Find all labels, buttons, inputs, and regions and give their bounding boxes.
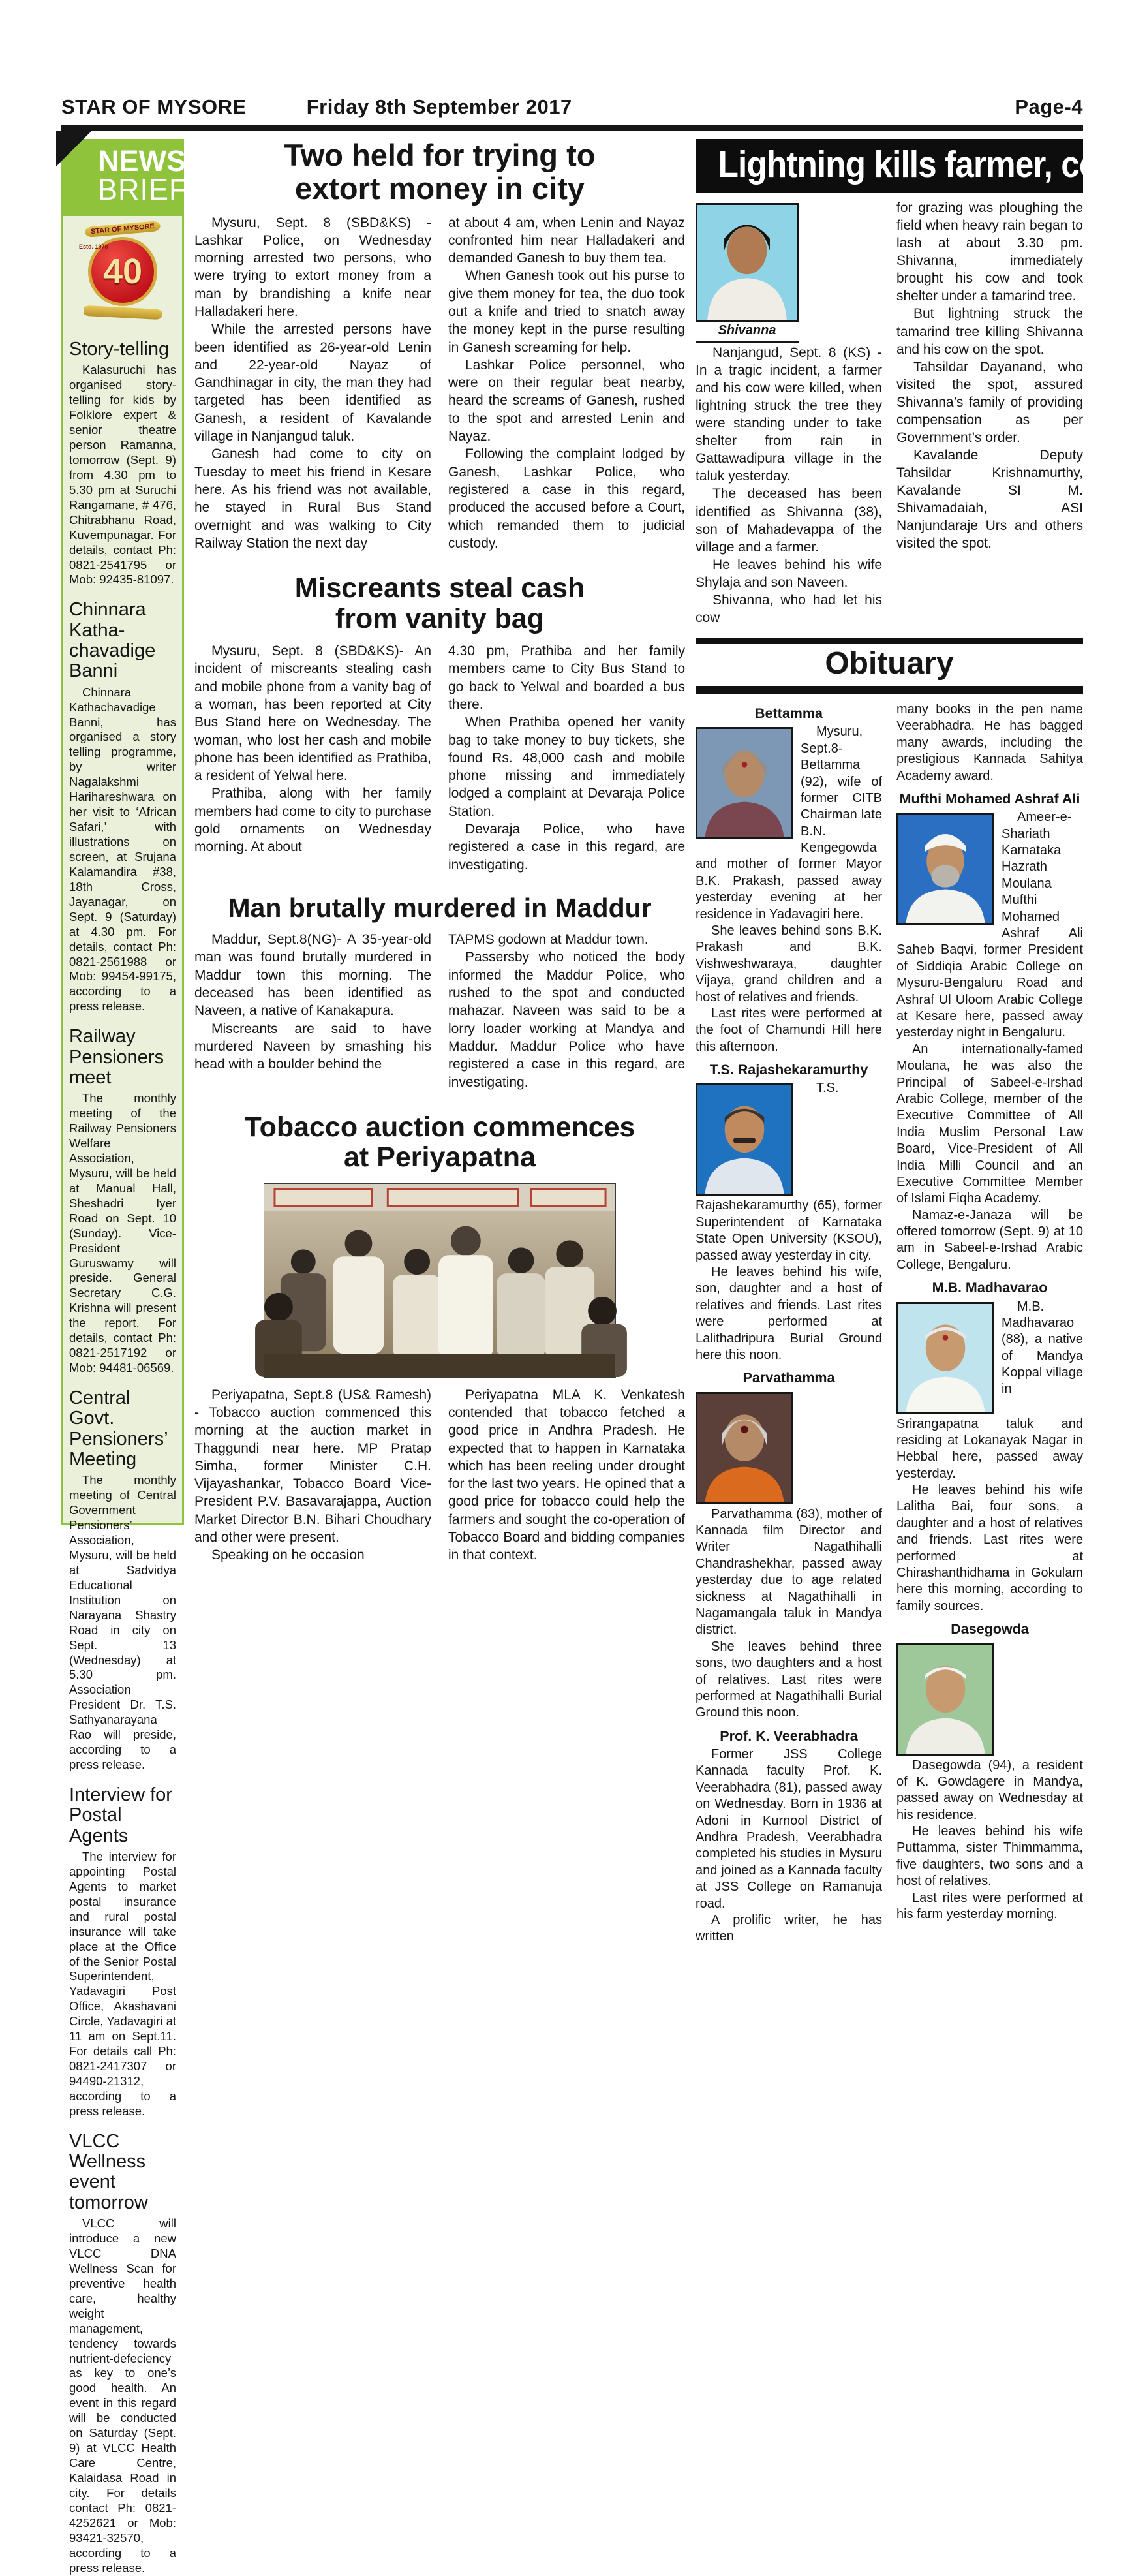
article-columns [194,931,685,1091]
paragraph: chavadige Banni [69,640,156,682]
news-briefs-title-briefs: BRIEFS [98,173,208,207]
rajashekaramurthy-photo [696,1083,793,1196]
paragraph: Parvathamma (83), mother of Kannada film Director and Writer Nagathihalli Chandrashekhar, passed away yesterday due to age related sickness at Nagathihalli in Nagamangala taluk in Mandya district. [696,1506,882,1637]
paragraph: Periyapatna MLA K. Venkatesh contended that tobacco fetched a good price in Andhra Pradesh. He expected that to happen in Karnataka which has been reeling under drought for the last two years. He opined that a good price for tobacco could help the farmers and sought the co-operation of Tobacco Board and bidding companies in that context. [448,1387,685,1563]
paragraph: TAPMS godown at Maddur town. [448,932,649,948]
paragraph: Last rites were performed at the foot of Chamundi Hill here this afternoon. [696,1006,882,1054]
article-col-1 [194,1386,431,1564]
obituary-name: Dasegowda [951,1621,1029,1637]
tobacco-auction-crowd-photo [264,1183,616,1378]
centre-column [194,139,685,1609]
article-headline [194,573,685,634]
brief-section-vlcc [69,2132,176,2576]
obituary-entry-veerabhadra [696,1724,882,1946]
paragraph: Nanjangud, Sept. 8 (KS) - In a tragic incident, a farmer and his cow were killed, when lightning struck the tree they were standing under to take shelter from rain in Gattawadipura village in the taluk yesterday. [696,345,882,484]
paragraph: Passersby who noticed the body informed the Maddur Police, who rushed to the spot and conducted mahazar. Naveen was said to be a lorry loader working at Mandya and Maddur. Maddur Police who have registered a case in this regard, are investigating. [448,950,685,1090]
paragraph: The deceased has been identified as Shivanna (38), son of Mahadevappa of the village and a farmer. [696,486,882,555]
obituary-text [696,1746,882,1946]
obituary-col-2 [896,702,1083,1948]
paragraph: He leaves behind his wife Lalitha Bai, four sons, a daughter and a host of relatives and friends. Last rites were performed at Chirashanthidhama in Gokulam here this morning, according to family sources. [896,1483,1083,1613]
shivanna-photo [696,203,799,322]
paragraph: Periyapatna, Sept.8 (US& Ramesh) - Tobacco auction commenced this morning at the auction market in Thaggundi near here. MP Pratap Simha, former Minister C.H. Vijayashankar, Tobacco Board Vice-President P.V. Basavarajappa, Auction Market Director B.N. Bihari Choudhary and other were present. [194,1387,431,1545]
obituary-col-1 [696,702,882,1948]
brief-body: Chinnara Kathachavadige Banni, has organised a story telling programme, by writer Nagalakshmi Harihareshwara on her visit to ‘African Safari,’ with illustrations on screen, at Srujana Kalamandira #38, 18th Cross, Jayanagar, on Sept. 9 (Saturday) at 4.30 pm. For details, contact Ph: 0821-2561988 or Mob: 99454-99175, according to a press release. [69,685,176,1014]
paragraph: Prathiba, along with her family members had come to city to purchase gold ornaments on Wednesday morning. At about [194,786,431,855]
paragraph: Namaz-e-Janaza will be offered tomorrow (Sept. 9) at 10 am in Sabeel-e-Irshad Arabic College, Bengaluru. [896,1207,1083,1272]
masthead-rule [61,125,1083,131]
article-headline [194,139,685,206]
obituary-name: Mufthi Mohamed Ashraf Ali [899,791,1080,807]
brief-body: Kalasuruchi has organised story-telling for kids by Folklore expert & senior theatre person Ramanna, tomorrow (Sept. 9) from 4.30 pm to 5.30 pm at Suruchi Rangamane, # 476, Chitrabhanu Road, Kuvempunagar. For details, contact Ph: 0821-2541795 or Mob: 92435-81097. [69,363,176,587]
paragraph: Central Govt. [69,1388,130,1429]
paragraph: T.S. Rajashekaramurthy (65), former Superintendent of Karnataka State Open University (KSOU), passed away yesterday in city. [696,1081,882,1263]
article-headline [194,893,685,922]
news-briefs-body [61,216,184,2575]
paragraph: at about 4 am, when Lenin and Nayaz confronted him near Halladakeri and demanded Ganesh to buy them tea. [448,215,685,266]
paragraph: Pensioners’ Meeting [69,1428,168,1470]
paragraph: While the arrested persons have been identified as 26-year-old Lenin and 22-year-old Nayaz of Gandhinagar in city, the man they had targeted has been identified as Ganesh, a resident of Kavalande village in Nanjangud taluk. [194,322,431,444]
obituary-entry-madhavarao [896,1276,1083,1615]
obituary-entry-rajashekaramurthy [696,1058,882,1363]
news-briefs-title-news: NEWS [98,144,186,178]
obituary-entry-dasegowda [896,1617,1083,1923]
brief-heading [69,1027,176,1088]
obituary-name: Parvathamma [742,1370,835,1386]
news-briefs-panel [61,139,208,2575]
paragraph: Miscreants are said to have murdered Naveen by smashing his head with a boulder behind the [194,1021,431,1072]
news-briefs-header [61,139,208,216]
paragraph: Chinnara Katha- [69,599,146,641]
paragraph: Two held for trying to [284,138,596,172]
crowd-photo-graphic [264,1184,615,1377]
logo-ribbon: STAR OF MYSORE [84,221,161,238]
obituary-name: Bettamma [755,706,823,722]
obituary-entry-bettamma [696,702,882,1055]
paragraph: He leaves behind his wife, son, daughter and a host of relatives and friends. Last rites were performed at Lalithadripura Burial Ground here this noon. [696,1265,882,1362]
paragraph: She leaves behind three sons, two daughters and a host of relatives. Last rites were performed at Nagathihalli Burial Ground this noon. [696,1639,882,1720]
obituary-entry-veerabhadra-continued [896,702,1083,784]
article-maddur-murder [194,893,685,1091]
paragraph: 4.30 pm, Prathiba and her family members came to City Bus Stand to go back to Yelwal and boarded a bus there. [448,644,685,712]
page-content [61,138,1125,2575]
paragraph: from vanity bag [335,602,545,634]
obituary-name: Prof. K. Veerabhadra [720,1728,858,1744]
article-col-2 [448,214,685,553]
obituary-entry-mufthi-ashraf-ali [896,787,1083,1273]
brief-heading [69,339,176,360]
article-columns [194,1386,685,1564]
paragraph: Following the complaint lodged by Ganesh, Lashkar Police, who registered a case in this regard, produced the accused before a Court, which remanded them to judicial custody. [448,446,685,551]
paragraph: Former JSS College Kannada faculty Prof. K. Veerabhadra (81), passed away on Wednesday. Born in 1936 at Adoni in Kurnool District of Andhra Pradesh, Veerabhadra completed his studies in Mysuru and joined as a Kannada faculty at JSS College on Ramanuja road. [696,1747,882,1911]
article-columns [194,214,685,553]
paragraph: But lightning struck the tamarind tree killing Shivanna and his cow on the spot. [896,306,1083,357]
paragraph: Tobacco auction commences [244,1111,635,1143]
masthead [61,95,1083,119]
brief-body: The monthly meeting of the Railway Pensioners Welfare Association, Mysuru, will be held at Manual Hall, Sheshadri Iyer Road on Sept. 10 (Sunday). Vice-President Guruswamy will preside. General Secretary C.G. Krishna will present the report. For details, contact Ph: 0821-2517192 or Mob: 94481-06569. [69,1091,176,1375]
article-col-2 [448,642,685,874]
paragraph: Last rites were performed at his farm yesterday morning. [896,1890,1083,1922]
bettamma-photo [696,727,793,839]
obituary-name: T.S. Rajashekaramurthy [709,1062,868,1078]
page-number: Page-4 [1015,95,1083,118]
brief-heading [69,2132,176,2213]
paragraph: Ameer-e-Shariath Karnataka Hazrath Moulana Mufthi Mohamed Ashraf Ali Saheb Baqvi, former President of Siddiqia Arabic College on Mysuru-Bengaluru Road and Ashraf Ul Uloom Arabic College at Kesare here, passed away yesterday night in Bengaluru. [896,810,1083,1040]
corner-fold-icon [56,131,91,166]
paragraph: Ganesh had come to city on Tuesday to meet his friend in Kesare here. As his friend was not available, he stayed in Rural Bus Stand overnight and was walking to City Railway Station the next day [194,446,431,551]
brief-body: The monthly meeting of Central Government Pensioners’ Association, Mysuru, will be held at Sadvidya Educational Institution on Narayana Shastry Road in city on Sept. 13 (Wednesday) at 5.30 pm. Association President Dr. T.S. Sathyanarayana Rao will preside, according to a press release. [69,1473,176,1772]
logo-number: 40 [102,252,143,291]
paragraph: for grazing was ploughing the field when heavy rain began to lash at about 3.30 pm. Shivanna, immediately brought his cow and took shelter under a tamarind tree. [896,200,1083,304]
paragraph: Lashkar Police personnel, who were on their regular beat nearby, heard the screams of Ganesh, rushed to the spot and arrested Lenin and Nayaz. [448,357,685,444]
paragraph: Miscreants steal cash [294,572,585,604]
issue-date: Friday 8th September 2017 [306,95,572,118]
paragraph: extort money in city [295,170,585,206]
article-columns [696,199,1083,627]
obituary-title: Obituary [696,638,1083,694]
brief-body: VLCC will introduce a new VLCC DNA Wellness Scan for preventive health care, healthy weight management, tendency towards nutrient-defeciency as key to one’s good health. An event in this regard will be conducted on Saturday (Sept. 9) at VLCC Health Care Centre, Kalaidasa Road in city. For details contact Ph: 0821-4252621 or Mob: 93421-32570, according to a press release. [69,2216,176,2575]
brief-section-postal-agents [69,1785,176,2119]
paragraph: He leaves behind his wife Shylaja and son Naveen. [696,557,882,590]
article-col-2 [896,199,1083,627]
article-lightning [696,139,1125,627]
paragraph: Kavalande Deputy Tahsildar Krishnamurthy, Kavalande SI M. Shivamadaiah, ASI Nanjundaraje Urs and others visited the spot. [896,448,1083,551]
paragraph: Tahsildar Dayanand, who visited the spot, assured Shivanna’s family of providing compensation as per Government’s order. [896,359,1083,446]
obituary-entry-parvathamma [696,1366,882,1721]
paragraph: Mysuru, Sept.8- Bettamma (92), wife of former CITB Chairman late B.N. Kengegowda and mother of former Mayor B.K. Prakash, passed away yesterday evening at her residence in Yadavagiri here. [696,724,882,922]
paragraph: many books in the pen name Veerabhadra. He has bagged many awards, including the prestigious Kannada Sahitya Academy award. [896,702,1083,783]
star-of-mysore-40th-logo [70,224,175,327]
brief-heading [69,600,176,681]
brief-heading [69,1785,176,1846]
obituary-text [896,702,1083,784]
paragraph: Dasegowda (94), a resident of K. Gowdagere in Mandya, passed away on Wednesday at his residence. [896,1758,1083,1822]
right-column [696,139,1125,1944]
brief-heading [69,1388,176,1470]
paragraph: Speaking on he occasion [211,1547,365,1563]
obituary-columns [696,702,1083,1948]
shivanna-photo-caption: Shivanna [696,322,799,343]
paragraph: When Ganesh took out his purse to give them money for tea, the duo took out a knife and tried to snatch away the money kept in the purse resulting in Ganesh screaming for help. [448,268,685,355]
paragraph: Mysuru, Sept. 8 (SBD&KS)- An incident of miscreants stealing cash and mobile phone from a vanity bag of a woman, has been reported at City Bus Stand here on Wednesday. The woman, who lost her cash and mobile phone has been identified as Prathiba, a resident of Yelwal here. [194,644,431,784]
paragraph: Mysuru, Sept. 8 (SBD&KS) - Lashkar Police, on Wednesday morning arrested two persons, who were trying to extort money from a man by brandishing a knife near Halladakeri here. [194,215,431,319]
paragraph: Maddur, Sept.8(NG)- A 35-year-old man was found brutally murdered in Maddur town this morning. The deceased has been identified as Naveen, a native of Kanakapura. [194,932,431,1019]
article-col-1 [696,199,882,627]
shivanna-photo-block [696,203,799,343]
paragraph: Postal Agents [69,1805,129,1846]
paragraph: Pensioners meet [69,1046,164,1088]
brief-section-story-telling [69,339,176,587]
paragraph: He leaves behind his wife Puttamma, sister Thimmamma, five daughters, two sons and a host of relatives. [896,1824,1083,1889]
paragraph: An internationally-famed Moulana, he was also the Principal of Sabeel-e-Irshad Arabic College, member of the Executive Committee of All India Muslim Personal Law Board, Vice-President of All India Milli Council and an Executive Committee Member of Islami Fiqha Academy. [896,1042,1083,1206]
paragraph: Shivanna, who had let his cow [696,592,882,625]
paragraph: event tomorrow [69,2171,148,2213]
lightning-banner [696,139,1125,193]
brief-section-chinnara [69,600,176,1014]
parvathamma-photo [696,1392,793,1504]
paragraph: Man brutally murdered in Maddur [228,892,652,923]
paragraph: A prolific writer, he has written [696,1912,882,1944]
article-extort-money [194,139,685,552]
brief-body: The interview for appointing Postal Agents to market postal insurance and rural postal insurance will take place at the Office of the Senior Postal Superintendent, Yadavagiri Post Office, Akashavani Circle, Yadavagiri at 11 am on Sept.11. For details call Ph: 0821-2417307 or 94490-21312, according to a press release. [69,1849,176,2118]
paragraph: M.B. Madhavarao (88), a native of Mandya Koppal village in Srirangapatna taluk and residing at Lokanayak Nagar in Hebbal here, passed away yesterday. [896,1299,1083,1481]
paragraph: at Periyapatna [344,1141,536,1173]
article-col-2 [448,1386,685,1564]
paragraph: Devaraja Police, who have registered a case in this regard, are investigating. [448,821,685,873]
article-col-1 [194,214,431,553]
lightning-headline: Lightning kills farmer, cow [718,144,1125,185]
article-tobacco-auction [194,1112,685,1564]
article-col-2 [448,931,685,1091]
mufthi-ashraf-ali-photo [896,813,994,925]
paragraph: Interview for [69,1784,172,1805]
paragraph: She leaves behind sons B.K. Prakash and B.K. Vishweshwaraya, daughter Vijaya, grand children and a host of relatives and friends. [696,923,882,1004]
logo-estd: Estd. 1978 [79,243,108,250]
dasegowda-photo [896,1643,994,1756]
obituary-name: M.B. Madhavarao [932,1280,1048,1296]
article-vanity-bag [194,573,685,874]
article-headline [194,1112,685,1173]
article-col-1 [194,642,431,874]
brief-section-railway-pensioners [69,1027,176,1376]
logo-ribbon-bottom [84,305,162,320]
paragraph: When Prathiba opened her vanity bag to take money to buy tickets, she found Rs. 48,000 cash and mobile phone missing and immediately lodged a complaint at Devaraja Police Station. [448,715,685,819]
paper-name: STAR OF MYSORE [61,95,247,118]
paragraph: VLCC Wellness [69,2130,146,2173]
madhavarao-photo [896,1302,994,1414]
article-col-1 [194,931,431,1091]
paragraph: Railway [69,1026,136,1047]
article-columns [194,642,685,874]
paragraph: Story-telling [69,339,170,360]
brief-section-central-pensioners [69,1388,176,1773]
